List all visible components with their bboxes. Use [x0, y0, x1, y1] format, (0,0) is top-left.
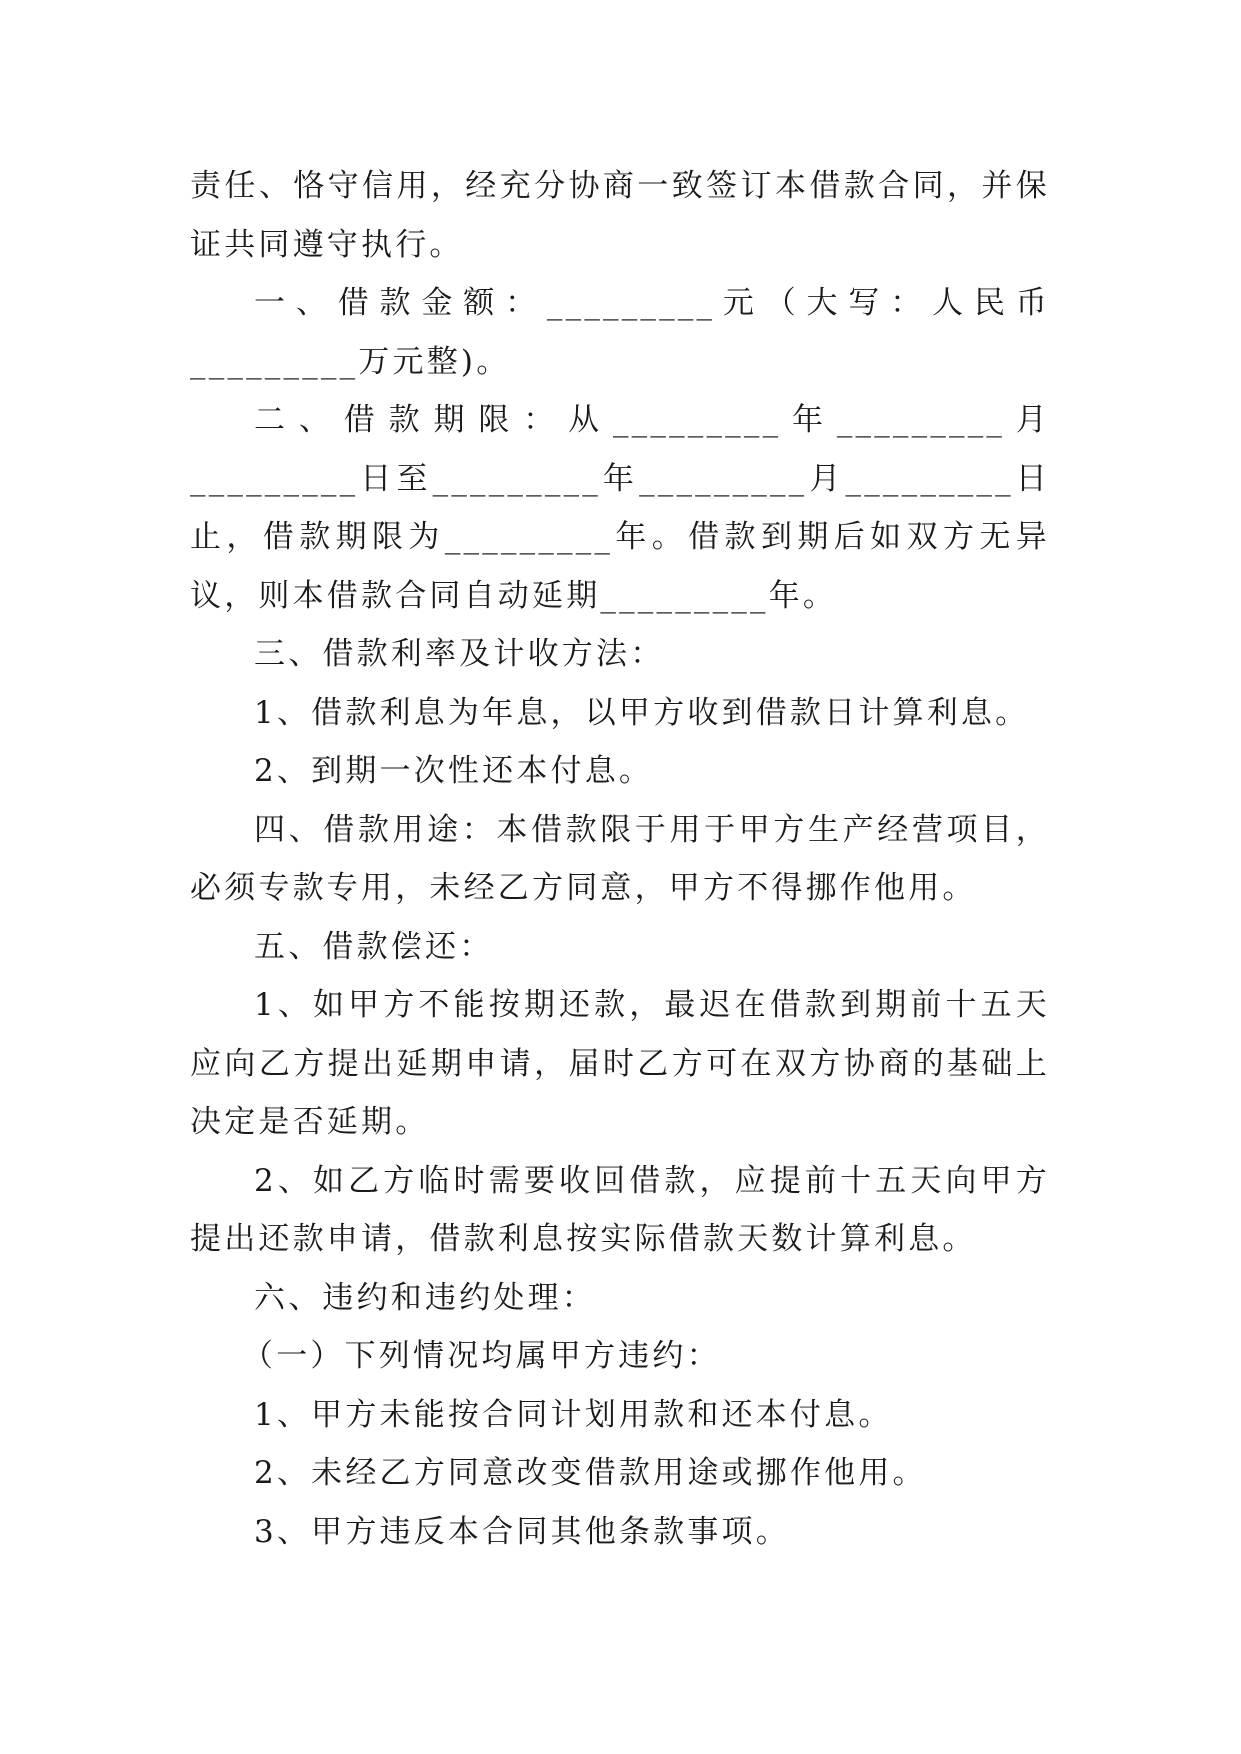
document-body — [190, 157, 1050, 1561]
clause-breach-item-2: 2、未经乙方同意改变借款用途或挪作他用。 — [254, 1455, 927, 1491]
clause-interest-item-1: 1、借款利息为年息，以甲方收到借款日计算利息。 — [254, 694, 1030, 731]
clause-loan-amount: 一、借款金额：_________元（大写：人民币_________万元整)。 — [190, 285, 1050, 380]
clause-breach-subheading: （一）下列情况均属甲方违约： — [242, 1338, 721, 1374]
paragraph-preamble-continuation: 责任、恪守信用，经充分协商一致签订本借款合同，并保证共同遵守执行。 — [190, 168, 1050, 263]
clause-breach-heading: 六、违约和违约处理： — [254, 1279, 596, 1316]
clause-repayment-item-2: 2、如乙方临时需要收回借款，应提前十五天向甲方提出还款申请，借款利息按实际借款天数计算利息。 — [190, 1162, 1050, 1257]
clause-breach-item-1: 1、甲方未能按合同计划用款和还本付息。 — [254, 1396, 893, 1433]
clause-repayment-item-1: 1、如甲方不能按期还款，最迟在借款到期前十五天应向乙方提出延期申请，届时乙方可在双方协商的基础上决定是否延期。 — [190, 987, 1050, 1140]
clause-loan-purpose: 四、借款用途：本借款限于用于甲方生产经营项目，必须专款专用，未经乙方同意，甲方不得挪作他用。 — [190, 811, 1050, 906]
clause-repayment-heading: 五、借款偿还： — [254, 928, 494, 965]
clause-loan-term: 二、借款期限：从_________年_________月_________日至_________年_________月_________日止，借款期限为_________年。借款到期后如双方无异议，则本借款合同自动延期_________年。 — [190, 402, 1050, 614]
clause-interest-item-2: 2、到期一次性还本付息。 — [254, 753, 654, 789]
clause-breach-item-3: 3、甲方违反本合同其他条款事项。 — [254, 1513, 790, 1550]
clause-interest-heading: 三、借款利率及计收方法： — [254, 636, 665, 672]
